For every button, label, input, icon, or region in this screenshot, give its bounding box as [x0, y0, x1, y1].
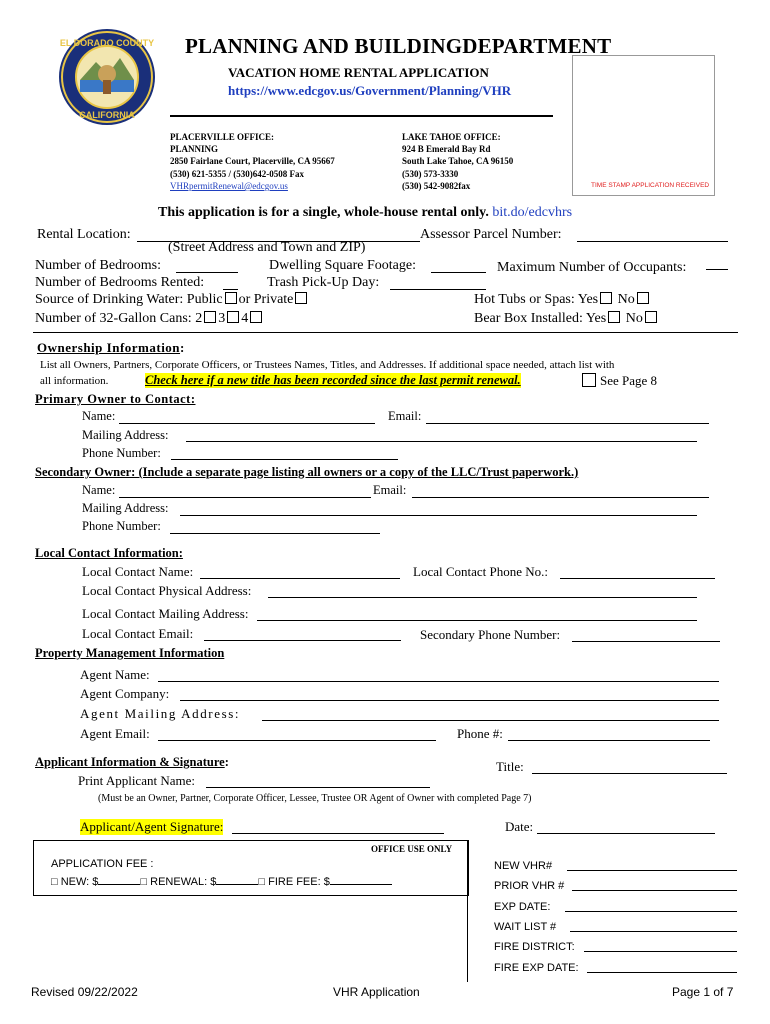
- timestamp-box: [572, 55, 715, 196]
- print-name-field[interactable]: [206, 787, 430, 788]
- water-private-checkbox[interactable]: [295, 292, 307, 304]
- vhr-url-link[interactable]: https://www.edcgov.us/Government/Planning/VHR: [228, 83, 512, 98]
- rental-location-hint: (Street Address and Town and ZIP): [168, 240, 366, 255]
- secondary-phone-field[interactable]: [170, 533, 380, 534]
- cans-row: [35, 311, 264, 327]
- ownership-instructions: List all Owners, Partners, Corporate Officers, or Trustees Names, Titles, and Addresses. If additional space needed, attach list with: [40, 359, 615, 371]
- local-contact-heading: Local Contact Information:: [35, 546, 183, 560]
- occupants-label: Maximum Number of Occupants:: [497, 260, 687, 275]
- hottub-row: [474, 292, 651, 308]
- svg-text:CALIFORNIA: CALIFORNIA: [79, 110, 135, 120]
- agent-name-label: Agent Name:: [80, 667, 150, 682]
- ownership-instructions-2: all information.: [40, 375, 109, 387]
- prior-vhr-label: PRIOR VHR #: [494, 880, 565, 892]
- cans-label: Number of 32-Gallon Cans: 2: [35, 311, 203, 326]
- primary-mailing-label: Mailing Address:: [82, 428, 169, 442]
- new-fee-icon[interactable]: □: [51, 876, 58, 888]
- local-phone-field[interactable]: [560, 578, 715, 579]
- fire-fee-icon[interactable]: □: [258, 876, 266, 888]
- fire-district-field[interactable]: [584, 951, 737, 952]
- primary-phone-field[interactable]: [171, 459, 398, 460]
- wait-list-label: WAIT LIST #: [494, 921, 557, 933]
- bearbox-no-checkbox[interactable]: [645, 311, 657, 323]
- date-label: Date:: [505, 819, 534, 834]
- footer-page-number: Page 1 of 7: [672, 985, 734, 999]
- office-use-heading: OFFICE USE ONLY: [371, 844, 453, 854]
- secondary-name-label: Name:: [82, 483, 116, 497]
- tahoe-address2: South Lake Tahoe, CA 96150: [402, 156, 514, 166]
- secondary-email-label: Email:: [373, 483, 407, 497]
- new-title-checkbox[interactable]: [582, 373, 596, 387]
- renewal-fee-icon[interactable]: □: [140, 876, 148, 888]
- hottub-no-checkbox[interactable]: [637, 292, 649, 304]
- cans-4-checkbox[interactable]: [250, 311, 262, 323]
- county-seal: [58, 28, 156, 126]
- fire-fee-label: FIRE FEE: $: [268, 876, 330, 888]
- cans-3-checkbox[interactable]: [227, 311, 239, 323]
- agent-phone-label: Phone #:: [457, 726, 503, 741]
- ownership-top-rule: [33, 332, 738, 333]
- placerville-phone: (530) 621-5355 / (530)642-0508 Fax: [170, 169, 304, 179]
- page-title: PLANNING AND BUILDINGDEPARTMENT: [185, 34, 612, 58]
- agent-name-field[interactable]: [158, 681, 719, 682]
- secondary-mailing-label: Mailing Address:: [82, 501, 169, 515]
- agent-mailing-field[interactable]: [262, 720, 719, 721]
- office-use-divider: [467, 840, 468, 982]
- hottub-no-label: No: [617, 292, 635, 307]
- placerville-address: 2850 Fairlane Court, Placerville, CA 95667: [170, 156, 335, 166]
- rental-location-label: Rental Location:: [37, 227, 131, 242]
- agent-phone-field[interactable]: [508, 740, 710, 741]
- trash-field[interactable]: [390, 289, 486, 290]
- local-phone-label: Local Contact Phone No.:: [413, 564, 549, 579]
- tahoe-fax: (530) 542-9082fax: [402, 181, 471, 191]
- new-vhr-label: NEW VHR#: [494, 860, 553, 872]
- local-physical-field[interactable]: [268, 597, 697, 598]
- intro-link[interactable]: bit.do/edcvhrs: [492, 205, 573, 220]
- print-name-label: Print Applicant Name:: [78, 773, 195, 788]
- hottub-label: Hot Tubs or Spas: Yes: [474, 292, 599, 307]
- primary-mailing-field[interactable]: [186, 441, 697, 442]
- primary-email-label: Email:: [388, 409, 422, 423]
- secondary-name-field[interactable]: [119, 497, 371, 498]
- fire-exp-date-label: FIRE EXP DATE:: [494, 962, 579, 974]
- svg-text:EL DORADO COUNTY: EL DORADO COUNTY: [59, 38, 155, 48]
- fee-row: [51, 876, 392, 888]
- local-name-label: Local Contact Name:: [82, 564, 194, 579]
- local-mailing-field[interactable]: [257, 620, 697, 621]
- new-fee-field[interactable]: [98, 884, 140, 885]
- local-name-field[interactable]: [200, 578, 400, 579]
- occupants-field[interactable]: [706, 269, 728, 270]
- prior-vhr-field[interactable]: [572, 890, 737, 891]
- exp-date-field[interactable]: [565, 911, 737, 912]
- local-email-label: Local Contact Email:: [82, 626, 194, 641]
- bearbox-yes-checkbox[interactable]: [608, 311, 620, 323]
- primary-name-field[interactable]: [119, 423, 375, 424]
- wait-list-field[interactable]: [570, 931, 737, 932]
- timestamp-label: TIME STAMP APPLICATION RECEIVED: [591, 182, 710, 189]
- water-label: Source of Drinking Water: Public: [35, 292, 223, 307]
- form-title: VACATION HOME RENTAL APPLICATION: [228, 65, 489, 80]
- bedrooms-label: Number of Bedrooms:: [35, 258, 161, 273]
- new-fee-label: NEW: $: [60, 876, 99, 888]
- trash-label: Trash Pick-Up Day:: [267, 275, 380, 290]
- local-secondary-phone-label: Secondary Phone Number:: [420, 627, 561, 642]
- fire-district-label: FIRE DISTRICT:: [494, 941, 575, 953]
- fire-exp-date-field[interactable]: [587, 972, 737, 973]
- renewal-fee-label: RENEWAL: $: [150, 876, 217, 888]
- primary-name-label: Name:: [82, 409, 116, 423]
- apn-label: Assessor Parcel Number:: [420, 227, 562, 242]
- applicant-note: (Must be an Owner, Partner, Corporate Officer, Lessee, Trustee OR Agent of Owner with completed Page 7): [98, 793, 532, 804]
- water-private-label: or Private: [238, 292, 294, 307]
- cans-3-label: 3: [218, 311, 226, 326]
- sqft-label: Dwelling Square Footage:: [269, 258, 416, 273]
- water-row: [35, 292, 309, 308]
- tahoe-phone: (530) 573-3330: [402, 169, 459, 179]
- placerville-line1: PLANNING: [170, 144, 219, 154]
- signature-field[interactable]: [232, 833, 444, 834]
- agent-mailing-label: Agent Mailing Address:: [80, 706, 241, 721]
- bearbox-label: Bear Box Installed: Yes: [474, 311, 607, 326]
- county-seal-icon: [58, 28, 156, 126]
- date-field[interactable]: [537, 833, 715, 834]
- hottub-yes-checkbox[interactable]: [600, 292, 612, 304]
- local-mailing-label: Local Contact Mailing Address:: [82, 606, 249, 621]
- placerville-label: PLACERVILLE OFFICE:: [170, 132, 274, 142]
- bedrooms-rented-field[interactable]: [223, 289, 238, 290]
- footer-title: VHR Application: [333, 985, 420, 999]
- bedrooms-field[interactable]: [176, 272, 238, 273]
- applicant-title-label: Title:: [496, 759, 524, 774]
- tahoe-label: LAKE TAHOE OFFICE:: [402, 132, 501, 142]
- header-rule: [170, 115, 553, 117]
- apn-field[interactable]: [577, 241, 728, 242]
- intro-statement: This application is for a single, whole-house rental only.: [158, 205, 489, 220]
- primary-email-field[interactable]: [426, 423, 709, 424]
- secondary-owner-heading: Secondary Owner: (Include a separate page listing all owners or a copy of the LLC/Trust paperwork.): [35, 465, 579, 479]
- exp-date-label: EXP DATE:: [494, 901, 551, 913]
- new-title-highlight: Check here if a new title has been recorded since the last permit renewal.: [145, 373, 521, 387]
- application-fee-label: APPLICATION FEE :: [51, 858, 154, 870]
- placerville-email-link[interactable]: VHRpermitRenewal@edcgov.us: [170, 181, 288, 191]
- renewal-fee-field[interactable]: [216, 884, 258, 885]
- footer-revised: Revised 09/22/2022: [31, 985, 138, 999]
- local-physical-label: Local Contact Physical Address:: [82, 583, 252, 598]
- sqft-field[interactable]: [431, 272, 486, 273]
- local-secondary-phone-field[interactable]: [572, 641, 720, 642]
- secondary-phone-label: Phone Number:: [82, 519, 161, 533]
- fire-fee-field[interactable]: [330, 884, 392, 885]
- water-public-checkbox[interactable]: [225, 292, 237, 304]
- secondary-mailing-field[interactable]: [180, 515, 697, 516]
- agent-company-label: Agent Company:: [80, 686, 170, 701]
- secondary-email-field[interactable]: [412, 497, 709, 498]
- primary-phone-label: Phone Number:: [82, 446, 161, 460]
- see-page-8: See Page 8: [600, 373, 658, 388]
- tahoe-address1: 924 B Emerald Bay Rd: [402, 144, 491, 154]
- property-mgmt-heading: Property Management Information: [35, 646, 225, 660]
- ownership-heading: Ownership Information:: [37, 340, 185, 355]
- bedrooms-rented-label: Number of Bedrooms Rented:: [35, 275, 205, 290]
- agent-email-field[interactable]: [158, 740, 436, 741]
- bearbox-row: [474, 311, 659, 327]
- cans-2-checkbox[interactable]: [204, 311, 216, 323]
- agent-email-label: Agent Email:: [80, 726, 150, 741]
- cans-4-label: 4: [241, 311, 249, 326]
- applicant-title-field[interactable]: [532, 773, 727, 774]
- primary-owner-heading: Primary Owner to Contact:: [35, 392, 196, 406]
- new-vhr-field[interactable]: [567, 870, 737, 871]
- local-email-field[interactable]: [204, 640, 401, 641]
- bearbox-no-label: No: [625, 311, 643, 326]
- applicant-heading: Applicant Information & Signature:: [35, 755, 229, 769]
- intro-text: [158, 205, 572, 221]
- agent-company-field[interactable]: [180, 700, 719, 701]
- signature-label: Applicant/Agent Signature:: [80, 819, 224, 834]
